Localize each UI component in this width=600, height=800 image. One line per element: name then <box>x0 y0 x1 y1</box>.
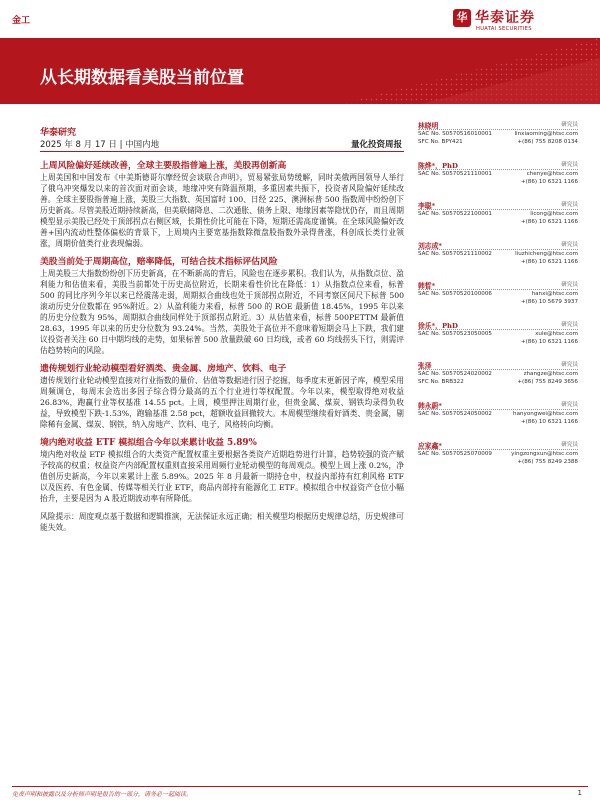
analyst-phone: +(86) 10 6321 1166 <box>520 419 578 425</box>
section-title: 境内绝对收益 ETF 模拟组合今年以来累计收益 5.89% <box>40 438 257 448</box>
analyst-sac: SAC No. S0570521110002 <box>418 251 492 257</box>
analyst-sac: SAC No. S0570524020002 <box>418 371 492 377</box>
divider <box>418 129 578 130</box>
divider <box>418 369 578 370</box>
logo-mark-icon: 华 <box>453 9 471 27</box>
analyst-email[interactable]: hanxi@htsc.com <box>531 291 578 297</box>
analyst-phone: +(86) 10 6321 1166 <box>520 219 578 225</box>
analyst-email[interactable]: chenye@htsc.com <box>526 171 578 177</box>
analyst-role: 研究员 <box>561 322 578 328</box>
risk-warning-text: 风险提示：周度观点基于数据和逻辑推演，无法保证永远正确；相关模型均根据历史规律总结，历史规律可能失效。 <box>40 512 404 532</box>
section <box>40 363 404 430</box>
section-title: 上周风险偏好延续改善，全球主要股指普遍上涨，美股再创新高 <box>40 161 287 171</box>
analyst-card <box>418 240 578 280</box>
analyst-role: 研究员 <box>561 202 578 208</box>
analyst-email[interactable]: liuzhicheng@htsc.com <box>515 251 578 257</box>
analyst-sfc: SFC No. BPY421 <box>418 139 463 145</box>
logo-english-name: HUATAI SECURITIES <box>476 26 532 32</box>
title-banner <box>0 38 600 104</box>
analyst-role: 研究员 <box>561 282 578 288</box>
analyst-name: 陈烨*，PhD <box>418 162 458 170</box>
analyst-email[interactable]: zhangze@htsc.com <box>523 371 578 377</box>
analyst-email[interactable]: hanyongwei@htsc.com <box>513 411 578 417</box>
analyst-role: 研究员 <box>561 122 578 128</box>
analyst-phone: +(86) 755 8249 3656 <box>517 379 578 385</box>
divider <box>418 449 578 450</box>
divider <box>418 249 578 250</box>
analyst-phone: +(86) 10 5679 3937 <box>520 299 578 305</box>
section-title: 遗传规划行业轮动模型看好酒类、贵金属、房地产、饮料、电子 <box>40 364 287 374</box>
divider <box>418 209 578 210</box>
analyst-name: 李聪* <box>418 202 436 210</box>
banner-decoration <box>300 38 600 104</box>
analyst-sfc: SFC No. BRB322 <box>418 379 464 385</box>
separator: | <box>119 140 126 150</box>
analyst-email[interactable]: yingzongxun@htsc.com <box>511 451 578 457</box>
analyst-card <box>418 400 578 440</box>
analyst-sac: SAC No. S0570521110001 <box>418 171 492 177</box>
analyst-phone: +(86) 10 6321 1166 <box>520 179 578 185</box>
analyst-phone: +(86) 755 8249 2388 <box>517 459 578 465</box>
analyst-name: 张泽 <box>418 362 432 370</box>
divider <box>40 151 404 152</box>
footer-disclaimer: 免责声明和披露以及分析师声明是报告的一部分，请务必一起阅读。 <box>12 791 193 798</box>
risk-warning <box>40 511 404 533</box>
footer-divider <box>12 786 588 787</box>
analyst-name: 应家鑫* <box>418 442 442 450</box>
report-region: 中国内地 <box>125 140 160 150</box>
analyst-phone: +(86) 755 8208 0134 <box>517 139 578 145</box>
main-content <box>40 160 404 533</box>
analyst-sac: SAC No. S0570522100001 <box>418 211 492 217</box>
analyst-role: 研究员 <box>561 162 578 168</box>
report-date: 2025 年 8 月 17 日 <box>40 140 117 150</box>
huatai-logo <box>453 6 588 36</box>
sector-label: 金工 <box>12 16 31 26</box>
analyst-role: 研究员 <box>561 442 578 448</box>
analyst-card <box>418 200 578 240</box>
analyst-role: 研究员 <box>561 362 578 368</box>
analyst-card <box>418 280 578 320</box>
analyst-name: 韩晳* <box>418 282 436 290</box>
analyst-name: 韩永蔚* <box>418 402 442 410</box>
analyst-card <box>418 320 578 360</box>
analyst-name: 林晓明 <box>418 122 439 130</box>
section-body: 境内绝对收益 ETF 模拟组合的大类资产配置权重主要根据各类资产近期趋势进行计算，趋势较强的资产赋予较高的权重；权益资产内部配置权重则直接采用周频行业轮动模型的每周观点。模型上周上涨 0.2%，净值创历史新高，今年以来累计上涨 5.89%。2025 年 8 月最新一期持仓中，权益内部持有红利风格 ETF 以及医药、有色金属、传媒等相关行业 ETF，商品内部持有能源化工 ETF。模拟组合中权益资产仓位小幅抬升，主要是因为 A 股近期波动率有所降低。 <box>40 450 404 503</box>
logo-chinese-name: 华泰证券 <box>475 10 535 26</box>
analyst-sac: SAC No. S0570516010001 <box>418 131 492 137</box>
divider <box>418 409 578 410</box>
divider <box>418 169 578 170</box>
page-number: 1 <box>577 789 582 797</box>
section-body: 遗传规划行业轮动模型直接对行业指数的量价、估值等数据进行因子挖掘，每季度末更新因子库，模型采用周频调仓，每周末会选出多因子综合得分最高的五个行业进行等权配置。今年以来，模型取得绝对收益 26.83%，跑赢行业等权基准 14.55 pct。上周，模型押注周期行业，但贵金属、煤炭、钢铁均录得负收益，导致模型下跌-1.53%，跑输基准 2.58 pct，超额收益回撤较大。本周模型继续看好酒类、贵金属，剔除稀有金属、煤炭、钢铁，纳入房地产、饮料、电子，风格转向均衡。 <box>40 376 404 429</box>
section-body: 上周美国和中国发布《中美斯德哥尔摩经贸会谈联合声明》，贸易紧张局势缓解，同时美俄两国领导人举行了俄乌冲突爆发以来的首次面对面会谈，地缘冲突有降温预期，多重因素共振下，投资者风险偏好延续改善。全球主要股指普遍上涨，美股三大指数、英国富时 100、日经 225、澳洲标普 500 指数周中纷纷创下历史新高。尽管美股近期持续新高，但美联储降息、二次通胀、债务上限、地缘因素等隐忧仍存，而且周期模型显示美股已经处于顶部拐点右侧区域，长期性价比可能在下降，短期还需高度谨慎。在全球风险偏好改善+国内流动性整体偏松的背景下，上周境内主要宽基指数除微盘股指数外录得普涨，科创成长类行业领涨，周期价值类行业表现偏弱。 <box>40 173 404 248</box>
analyst-role: 研究员 <box>561 402 578 408</box>
section-body: 上周美股三大指数纷纷创下历史新高，在不断新高的背后，风险也在逐步累积。我们认为，从指数点位、盈利能力和估值来看，美股当前都处于历史高位附近，长期来看性价比在降低：1）从指数点位来看，标普 500 的同比序列今年以来已经震荡走弱，周期拟合曲线也处于顶部拐点附近，不同考察区间尺下标普 500 滚动历史分位数都在 95%附近。2）从盈利能力来看，标普 500 的 ROE 最新值 18.45%，1995 年以来的历史分位数为 95%，周期拟合曲线同样处于顶部拐点附近。3）从估值来看，标普 500PETTM 最新值 28.63，1995 年以来的历史分位数为 93.24%。当然，美股处于高位并不意味着短期会马上下跌，我们建议投资者关注 60 日中期均线的走势，如果标普 500 放量跌破 60 日均线，或者 60 均线拐头下行，则需评估趋势转向的风险。 <box>40 269 404 355</box>
analyst-sac: SAC No. S0570524050002 <box>418 411 492 417</box>
analyst-sac: SAC No. S0570520100006 <box>418 291 492 297</box>
analyst-email[interactable]: xule@htsc.com <box>535 331 578 337</box>
analyst-role: 研究员 <box>561 242 578 248</box>
report-type: 量化投资周报 <box>350 140 402 150</box>
section <box>40 256 404 356</box>
analyst-card <box>418 120 578 160</box>
divider <box>418 289 578 290</box>
analyst-email[interactable]: licong@htsc.com <box>530 211 578 217</box>
analyst-email[interactable]: linxiaoming@htsc.com <box>514 131 578 137</box>
dateline <box>40 138 159 150</box>
section-title: 美股当前处于周期高位，赔率降低，可结合技术指标评估风险 <box>40 257 278 267</box>
analyst-sac: SAC No. S0570525070009 <box>418 451 492 457</box>
report-title: 从长期数据看美股当前位置 <box>40 68 244 88</box>
analyst-phone: +(86) 10 6321 1166 <box>520 259 578 265</box>
section <box>40 437 404 504</box>
divider <box>418 329 578 330</box>
analyst-name: 徐乐*，PhD <box>418 322 458 330</box>
analyst-card <box>418 360 578 400</box>
analyst-sidebar <box>418 120 578 480</box>
analyst-phone: +(86) 10 6321 1166 <box>520 339 578 345</box>
research-kicker: 华泰研究 <box>40 128 77 138</box>
analyst-name: 刘志成* <box>418 242 442 250</box>
section <box>40 160 404 249</box>
analyst-sac: SAC No. S0570523050005 <box>418 331 492 337</box>
analyst-card <box>418 160 578 200</box>
analyst-card <box>418 440 578 480</box>
